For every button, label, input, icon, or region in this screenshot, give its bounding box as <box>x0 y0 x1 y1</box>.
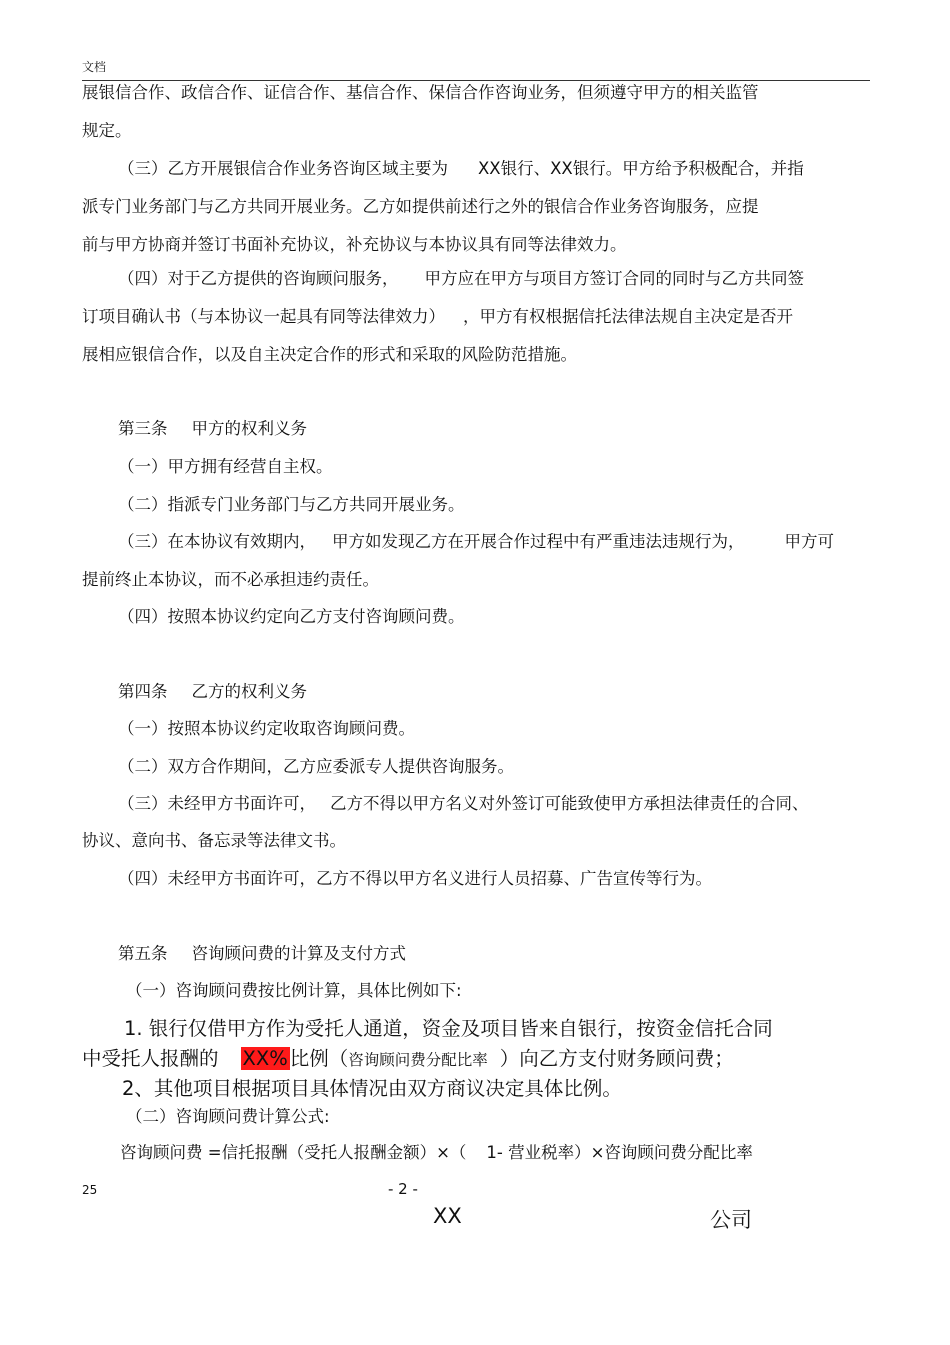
company-name-xx: XX <box>433 1204 462 1228</box>
page-number: - 2 - <box>388 1180 418 1198</box>
formula-line <box>120 1142 753 1164</box>
body-line-7b: ，甲方有权根据信托法律法规自主决定是否开 <box>463 307 793 326</box>
article-5-point-1: 1. 银行仅借甲方作为受托人通道，资金及项目皆来自银行，按资金信托合同 <box>124 1017 773 1040</box>
ratio-highlight: XX% <box>242 1047 288 1070</box>
article-3-title <box>118 418 307 440</box>
article-3-text: 甲方的权利义务 <box>191 419 307 438</box>
article-4-title <box>118 681 307 703</box>
body-line-2: 规定。 <box>82 121 132 140</box>
body-line-8: 展相应银信合作，以及自主决定合作的形式和采取的风险防范措施。 <box>82 345 577 364</box>
article-3-item-3-cont: 提前终止本协议，而不必承担违约责任。 <box>82 570 379 589</box>
article-5-item-2: （二）咨询顾问费计算公式: <box>126 1107 330 1126</box>
article-3-item-2: （二）指派专门业务部门与乙方共同开展业务。 <box>118 495 465 514</box>
body-line-4: 派专门业务部门与乙方共同开展业务。乙方如提供前述行之外的银信合作业务咨询服务，应提 <box>82 197 759 216</box>
article-5-point-1-cont <box>82 1046 734 1073</box>
formula-part-1: 咨询顾问费 =信托报酬（受托人报酬金额）×（ <box>120 1143 467 1162</box>
article-3-item-3c: 甲方可 <box>784 532 834 551</box>
header-label: 文档 <box>82 60 107 74</box>
article-3-item-1: （一）甲方拥有经营自主权。 <box>118 457 333 476</box>
article-3-item-3b: 甲方如发现乙方在开展合作过程中有严重违法违规行为， <box>332 532 745 551</box>
article-4-item-1: （一）按照本协议约定收取咨询顾问费。 <box>118 719 415 738</box>
article-4-text: 乙方的权利义务 <box>191 682 307 701</box>
body-line-7 <box>82 306 793 328</box>
article-5-point-1c: 比例（ <box>289 1047 349 1070</box>
article-4-item-2: （二）双方合作期间，乙方应委派专人提供咨询服务。 <box>118 757 514 776</box>
article-5-title <box>118 943 406 965</box>
article-4-num: 第四条 <box>118 682 168 701</box>
footer-left-number: 25 <box>82 1183 98 1197</box>
body-line-1: 展银信合作、政信合作、证信合作、基信合作、保信合作咨询业务，但须遵守甲方的相关监管 <box>82 83 759 102</box>
body-line-3 <box>118 158 804 180</box>
header-rule <box>82 80 870 81</box>
body-line-3a: （三）乙方开展银信合作业务咨询区域主要为 <box>118 159 448 178</box>
article-3-item-3a: （三）在本协议有效期内， <box>118 532 316 551</box>
article-4-item-3 <box>118 793 809 815</box>
body-line-6b: 甲方应在甲方与项目方签订合同的同时与乙方共同签 <box>424 269 804 288</box>
article-3-item-4: （四）按照本协议约定向乙方支付咨询顾问费。 <box>118 607 465 626</box>
article-4-item-4: （四）未经甲方书面许可，乙方不得以甲方名义进行人员招募、广告宣传等行为。 <box>118 869 712 888</box>
formula-part-2: 1- 营业税率）×咨询顾问费分配比率 <box>486 1143 753 1162</box>
article-5-point-1b: 中受托人报酬的 <box>82 1047 219 1070</box>
body-line-5: 前与甲方协商并签订书面补充协议，补充协议与本协议具有同等法律效力。 <box>82 235 627 254</box>
body-line-6a: （四）对于乙方提供的咨询顾问服务， <box>118 269 399 288</box>
article-4-item-3b: 乙方不得以甲方名义对外签订可能致使甲方承担法律责任的合同、 <box>330 794 809 813</box>
article-5-text: 咨询顾问费的计算及支付方式 <box>191 944 406 963</box>
article-4-item-3-cont: 协议、意向书、备忘录等法律文书。 <box>82 831 346 850</box>
company-name-suffix: 公司 <box>710 1208 752 1232</box>
body-line-3b: XX银行、XX银行。甲方给予积极配合，并指 <box>478 159 804 178</box>
article-3-item-3 <box>118 531 834 553</box>
body-line-7a: 订项目确认书（与本协议一起具有同等法律效力） <box>82 307 445 326</box>
article-3-num: 第三条 <box>118 419 168 438</box>
article-5-point-1e: ）向乙方支付财务顾问费； <box>499 1047 734 1070</box>
article-5-num: 第五条 <box>118 944 168 963</box>
article-5-point-2: 2、其他项目根据项目具体情况由双方商议决定具体比例。 <box>122 1077 622 1100</box>
article-4-item-3a: （三）未经甲方书面许可， <box>118 794 316 813</box>
article-5-point-1d: 咨询顾问费分配比率 <box>348 1051 488 1069</box>
body-line-6 <box>118 268 804 290</box>
article-5-item-1: （一）咨询顾问费按比例计算，具体比例如下: <box>126 981 462 1000</box>
